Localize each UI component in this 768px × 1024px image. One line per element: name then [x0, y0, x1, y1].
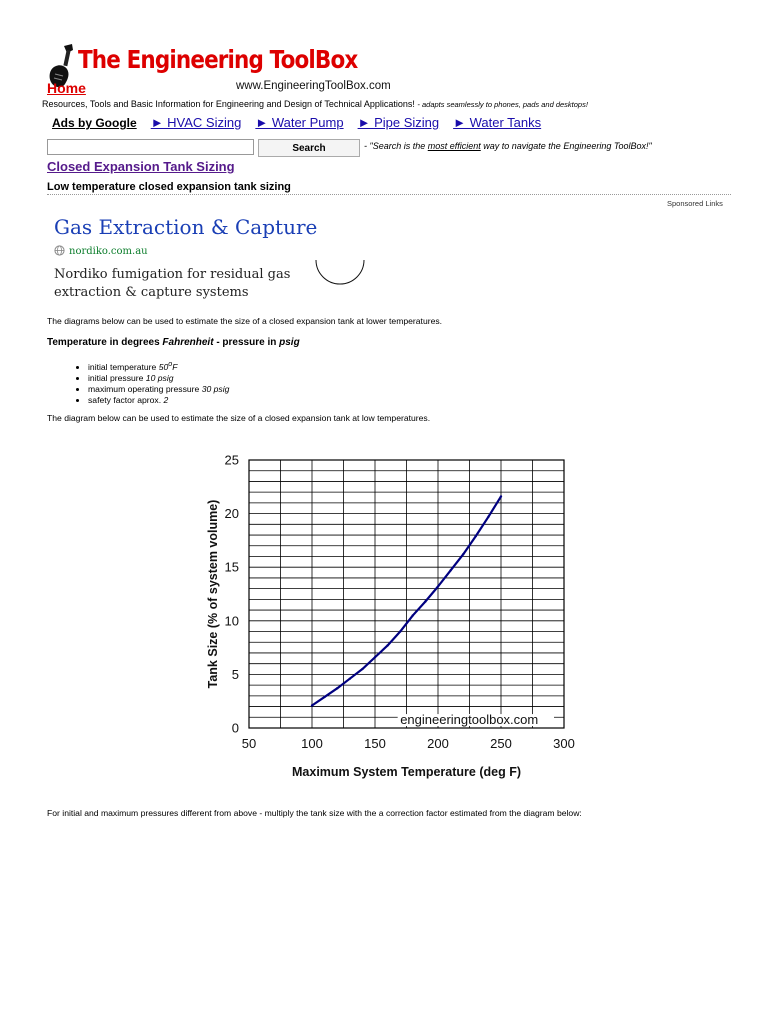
x-tick-label: 250 [490, 736, 512, 751]
search-note-prefix: - "Search is the [364, 141, 428, 151]
param-number: 50 [158, 361, 169, 372]
y-tick-label: 5 [231, 666, 239, 682]
tagline [42, 99, 588, 109]
list-item [88, 395, 229, 406]
param-value: 2 [163, 394, 169, 405]
tagline-text: Resources, Tools and Basic Information for Engineering and Design of Technical Applications! [42, 99, 415, 109]
y-tick-label: 0 [231, 720, 239, 736]
units-heading-temp-unit: Fahrenheit [162, 337, 214, 348]
y-tick-label: 15 [224, 559, 239, 575]
ad-loading-arc [313, 258, 367, 290]
param-value: 30 psig [201, 383, 230, 394]
chart-watermark: engineeringtoolbox.com [400, 712, 539, 728]
search-note-suffix: way to navigate the Engineering ToolBox!" [480, 141, 652, 151]
x-tick-label: 200 [427, 736, 449, 751]
x-tick-label: 300 [553, 736, 575, 751]
x-axis-label: Maximum System Temperature (deg F) [292, 765, 521, 779]
divider [47, 194, 731, 195]
data-point [386, 644, 388, 646]
search-note-emphasis: most efficient [427, 141, 481, 151]
home-link[interactable]: Home [47, 80, 86, 96]
search-input[interactable] [47, 139, 254, 155]
y-tick-label: 10 [224, 613, 239, 629]
data-point [361, 668, 363, 670]
param-unit: F [172, 361, 178, 372]
list-item [88, 359, 229, 373]
param-label: maximum operating pressure [88, 383, 202, 394]
site-url: www.EngineeringToolBox.com [236, 80, 391, 92]
search-note [364, 141, 652, 151]
correction-factor-paragraph: For initial and maximum pressures different from above - multiply the tank size with the a correction factor estimated from the diagram below: [47, 808, 582, 818]
units-heading-pressure-unit: psig [279, 337, 300, 348]
data-point [500, 495, 502, 497]
param-value: 10 psig [145, 372, 174, 383]
x-tick-label: 100 [301, 736, 323, 751]
nav-bar [52, 115, 541, 130]
sponsored-links-label: Sponsored Links [667, 199, 723, 208]
search-button[interactable]: Search [258, 139, 360, 157]
param-label: safety factor aprox. [88, 394, 164, 405]
param-label: initial temperature [88, 361, 159, 372]
tagline-note: - adapts seamlessly to phones, pads and desktops! [417, 100, 588, 109]
page-title-link[interactable]: Closed Expansion Tank Sizing [47, 159, 235, 174]
ads-by-google-link[interactable]: Ads by Google [52, 116, 137, 130]
diagram-intro-paragraph: The diagram below can be used to estimate the size of a closed expansion tank at low temperatures. [47, 413, 431, 423]
units-heading [47, 337, 300, 348]
globe-icon [54, 245, 65, 256]
data-point [399, 630, 401, 632]
data-point [412, 614, 414, 616]
y-axis-label: Tank Size (% of system volume) [206, 499, 220, 689]
ad-body[interactable]: Nordiko fumigation for residual gas extraction & capture systems [54, 267, 291, 300]
tank-size-chart [195, 444, 585, 784]
units-heading-part2: - pressure in [213, 337, 280, 348]
nav-link-hvac-sizing[interactable]: ► HVAC Sizing [150, 115, 242, 130]
parameter-list [74, 359, 229, 406]
data-point [424, 600, 426, 602]
ad-title-link[interactable]: Gas Extraction & Capture [54, 215, 318, 239]
param-degree: o [168, 360, 173, 368]
nav-link-pipe-sizing[interactable]: ► Pipe Sizing [357, 115, 440, 130]
ad-domain-link[interactable]: nordiko.com.au [69, 246, 148, 257]
list-item [88, 373, 229, 384]
data-point [349, 677, 351, 679]
nav-link-water-tanks[interactable]: ► Water Tanks [453, 115, 542, 130]
data-point [336, 687, 338, 689]
nav-link-water-pump[interactable]: ► Water Pump [255, 115, 344, 130]
y-tick-label: 20 [224, 506, 239, 522]
intro-paragraph: The diagrams below can be used to estimate the size of a closed expansion tank at lower temperatures. [47, 316, 443, 326]
grid-layer [249, 460, 564, 728]
x-tick-label: 50 [241, 736, 257, 751]
list-item [88, 384, 229, 395]
data-point [437, 585, 439, 587]
data-point [475, 535, 477, 537]
y-tick-label: 25 [224, 452, 239, 468]
units-heading-part1: Temperature in degrees [47, 337, 163, 348]
data-point [487, 516, 489, 518]
data-point [449, 569, 451, 571]
page-subtitle: Low temperature closed expansion tank sizing [47, 181, 291, 193]
site-title[interactable]: The Engineering ToolBox [78, 45, 358, 74]
data-point [311, 704, 313, 706]
data-point [323, 696, 325, 698]
param-value [159, 362, 178, 372]
data-point [462, 553, 464, 555]
param-label: initial pressure [88, 372, 146, 383]
x-tick-label: 150 [364, 736, 386, 751]
data-point [374, 656, 376, 658]
